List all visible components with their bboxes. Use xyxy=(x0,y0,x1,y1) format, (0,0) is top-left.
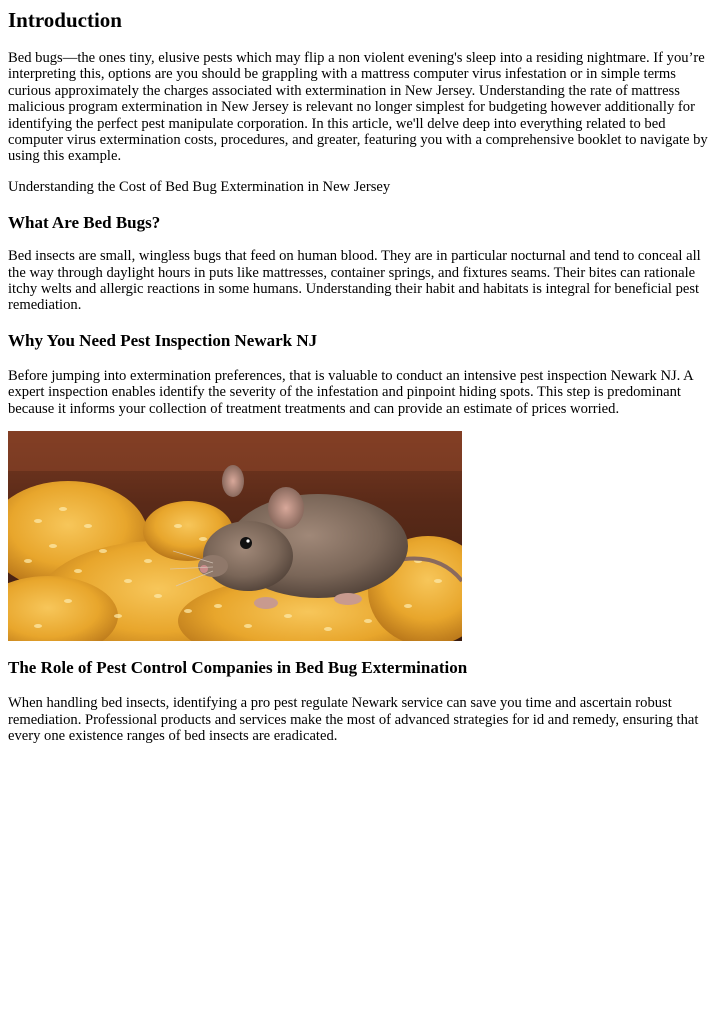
role-paragraph: When handling bed insects, identifying a pro pest regulate Newark service can save you time and ascertain robust remediation. Professional products and services make the most of advanced strategies for id and remedy, ensuring that every one existence ranges of bed insects are eradicated. xyxy=(8,695,699,744)
bed-bugs-paragraph: Bed insects are small, wingless bugs that feed on human blood. They are in particular nocturnal and tend to conceal all the way through daylight hours in puts like mattresses, container springs, and fixtures seams. Their bites can rationale itchy welts and allergic reactions in some humans. Understanding their habit and habitats is integral for beneficial pest remediation. xyxy=(8,248,701,314)
role-heading: The Role of Pest Control Companies in Bed Bug Extermination xyxy=(8,658,468,678)
bed-bugs-heading: What Are Bed Bugs? xyxy=(8,213,161,233)
article-subtitle: Understanding the Cost of Bed Bug Extermination in New Jersey xyxy=(8,178,391,195)
article xyxy=(8,0,708,744)
mouse-photo xyxy=(8,431,462,641)
intro-paragraph: Bed bugs—the ones tiny, elusive pests which may flip a non violent evening's sleep into a residing nightmare. If you’re interpreting this, options are you should be grappling with a mattress computer virus infestation or in simple terms curious approximately the charges associated with extermination in New Jersey. Understanding the rate of mattress malicious program extermination in New Jersey is relevant no longer simplest for budgeting however additionally for identifying the perfect pest manipulate corporation. In this article, we'll delve deep into everything related to bed computer virus extermination costs, procedures, and greater, featuring you with a comprehensive booklet to navigate by using this example. xyxy=(8,50,708,165)
inspection-paragraph: Before jumping into extermination preferences, that is valuable to conduct an intensive pest inspection Newark NJ. A expert inspection enables identify the severity of the infestation and pinpoint hiding spots. This step is predominant because it informs your collection of treatment treatments and can provide an estimate of prices worried. xyxy=(8,367,693,417)
intro-heading: Introduction xyxy=(8,8,122,32)
inspection-heading: Why You Need Pest Inspection Newark NJ xyxy=(8,330,318,350)
